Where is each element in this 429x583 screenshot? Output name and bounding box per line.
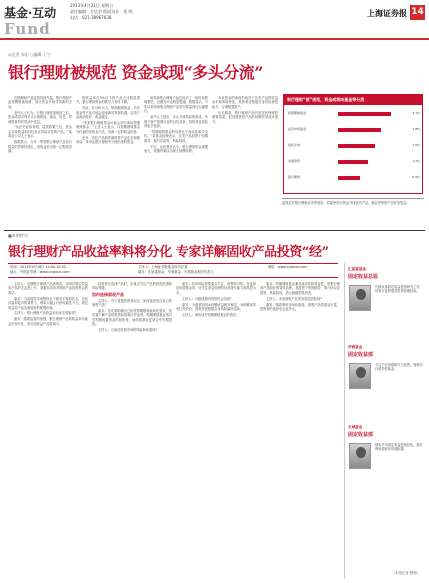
article1-column-4 bbox=[212, 96, 278, 226]
row-label: 券商资管 bbox=[288, 159, 301, 163]
guest-title: 固定收益总监 bbox=[348, 274, 379, 280]
guest-photo bbox=[349, 363, 371, 389]
page-header bbox=[0, 0, 429, 40]
paragraph: 嘉宾：随着监管的加强，银行理财产品的收益率可能会出现分化，部分高收益产品将减少。 bbox=[8, 317, 88, 326]
callout-text: 监管层对银行理财业务的规范，将促使部分资金寻找替代产品，基金等资管产品有望受益。 bbox=[282, 198, 424, 228]
subheading: 如何选择固收产品 bbox=[92, 291, 124, 297]
paragraph: 不过，也有观点认为，银行理财资金规模庞大，短期内难以出现大规模转移。 bbox=[144, 144, 208, 153]
guest-photo bbox=[349, 443, 371, 469]
section-subtitle: Fund bbox=[4, 20, 51, 38]
event-guests: 嘉宾：汇添富基金、华商基金、长城基金相关负责人 bbox=[138, 269, 214, 274]
event-contact: 网址：www.cnstock.com bbox=[268, 265, 308, 269]
row-label: 货币市场基金 bbox=[288, 127, 307, 131]
paragraph: 主持人：当前信用债市场的风险如何看待？ bbox=[98, 328, 159, 333]
row-value: 1.5% bbox=[412, 143, 420, 147]
guest-title: 固定收益部 bbox=[348, 352, 374, 358]
paragraph: 嘉宾：分级债基的A份额收益相对稳定，B份额则具有杠杆效应，投资者需根据自身风险偏好选择。 bbox=[176, 302, 256, 312]
paragraph: 业内人士指出，多头分流格局的形成，有利于资产管理行业的良性竞争，投资者也将获得更多选择。 bbox=[144, 115, 208, 128]
infographic-row bbox=[288, 111, 420, 117]
article2-headline: 银行理财产品收益率料将分化 专家详解固收产品投资“经” bbox=[8, 245, 329, 260]
paragraph: 嘉宾：首先要明确自己的投资期限和流动性需求，其次要了解产品的投资标的和历史业绩。短期理财基金适合有短期闲置资金的投资者，而纯债基金更适合中长期投资。 bbox=[92, 309, 172, 327]
article1-kicker: ◎记者 周宏 ○编辑 丁宁 bbox=[8, 52, 51, 57]
paragraph: 主持人：请谈谈对短期理财基金的看法。 bbox=[182, 312, 240, 317]
row-label: 银行理财 bbox=[288, 175, 301, 179]
guest-photo bbox=[349, 285, 371, 311]
section-divider bbox=[4, 230, 425, 231]
paragraph: 而券商集合理财产品在经历了一段时间的调整后，近期发行也明显提速。数据显示，今年以来券商集合理财产品发行数量同比大幅增长。 bbox=[144, 96, 208, 114]
row-value: 1.2% bbox=[412, 159, 420, 163]
row-value: 0.9% bbox=[412, 175, 420, 179]
event-info-bar bbox=[8, 263, 338, 278]
paragraph: 主持人：近期银行理财产品被规范，市场对固定收益类产品的关注度上升。请嘉宾谈谈对固收产品投资机会的看法。 bbox=[8, 282, 88, 295]
issue-phone: 电话：021-38967638 bbox=[70, 15, 112, 20]
paragraph: 近期理财产品监管持续升温，银行理财产品规模增速放缓，部分资金开始寻找新的去处。 bbox=[8, 96, 72, 109]
paragraph: 此外，信托产品和券商资管产品也在积极布局，争夺从银行理财中分流出来的资金。 bbox=[76, 135, 140, 145]
issue-editors: 责任编辑：方信会 版面设计：张 明 bbox=[70, 9, 133, 14]
paragraph: 主持人：银行理财产品收益率未来走势如何？ bbox=[14, 311, 78, 316]
infographic-row bbox=[288, 175, 420, 181]
paragraph: 主持人：分级债基的投资机会如何？ bbox=[182, 296, 233, 301]
guest-bio: 拥有多年固定收益投资经验，擅长利率债和信用债配置。 bbox=[375, 443, 423, 452]
paragraph: 主持人：未来固收产品的发展趋势如何？ bbox=[266, 296, 324, 301]
paragraph: 业内人士认为，在银行理财被规范之后，资金或将出现多头分流格局，基金、信托、券商资管均有望从中受益。 bbox=[8, 110, 72, 124]
issue-date: 2013年4月21日 星期日 bbox=[70, 3, 114, 8]
article2-column-2 bbox=[92, 282, 172, 579]
infographic-row bbox=[288, 127, 420, 133]
article1-column-2 bbox=[76, 96, 140, 226]
paragraph: 嘉宾：信用风险需要重点关注，但整体可控。在选择信用债基金时，应关注基金经理的信用研究能力和风控水平。 bbox=[176, 282, 256, 295]
paragraph: 嘉宾：当前债券市场整体处于相对平稳的状态，在经济温和复苏的背景下，利率大幅上行的可能性不大，固定收益类产品具备较好的配置价值。 bbox=[8, 296, 88, 310]
event-site: 地点：中国证券网（www.cnstock.com） bbox=[10, 269, 73, 274]
row-value: 1.8% bbox=[412, 127, 420, 131]
newspaper-brand: 上海证券报 bbox=[367, 8, 407, 18]
row-bar bbox=[338, 144, 375, 148]
article1-headline: 银行理财被规范 资金或现“多头分流” bbox=[8, 63, 263, 82]
event-people bbox=[138, 265, 258, 274]
guest-block bbox=[348, 267, 426, 280]
paragraph: 数据显示，今年一季度银行理财产品发行数量仍然保持高位，但收益率出现一定程度回落。 bbox=[8, 140, 72, 153]
article2-column-1 bbox=[8, 282, 88, 579]
row-label: 信托计划 bbox=[288, 143, 301, 147]
row-bar bbox=[338, 176, 360, 180]
section-title: 基金·互动 bbox=[4, 6, 57, 20]
infographic-row bbox=[288, 143, 420, 149]
row-value: 2.1% bbox=[412, 111, 420, 115]
paragraph: 主持人：对于普通投资者而言，如何选择适合自己的固收产品？ bbox=[92, 298, 172, 308]
guest-company: 长城基金 bbox=[348, 425, 363, 429]
article2-kicker: ■本期特刊 bbox=[8, 233, 28, 238]
row-bar bbox=[338, 160, 368, 164]
infographic-box bbox=[283, 94, 423, 194]
event-time: 时间：2013年4月18日 14:00-15:30 bbox=[10, 265, 66, 269]
infographic-row bbox=[288, 159, 420, 165]
paragraph: 从长期看，银行理财产品仍是居民理财的重要渠道，但其他资管产品的份额有望逐步提升。 bbox=[212, 110, 278, 124]
page-number: 14 bbox=[410, 5, 425, 20]
paragraph: 未来资金的流向仍取决于各类产品的收益水平和风险特征，投资者应根据自身风险承受能力，合理配置资产。 bbox=[212, 96, 278, 109]
guest-block bbox=[348, 345, 426, 358]
event-time-site bbox=[10, 265, 100, 274]
guest-block bbox=[348, 425, 426, 438]
paragraph: 嘉宾：短期理财基金兼具流动性和收益性，是银行理财产品较好的替代品种。其投资于短期债券、银行协议存款等，风险较低，适合稳健型投资者。 bbox=[260, 282, 340, 295]
guest-company: 汇添富基金 bbox=[348, 267, 366, 271]
row-bar bbox=[338, 128, 381, 132]
guest-bio: 专注于信用债研究与投资，管理多只债券型基金。 bbox=[375, 363, 423, 372]
paragraph: 投资者在选择产品时，应重点关注产品的投资范围和风险等级。 bbox=[92, 282, 172, 291]
article1-column-3 bbox=[144, 96, 208, 226]
article2-column-3 bbox=[176, 282, 256, 579]
row-bar bbox=[338, 112, 391, 116]
guest-title: 固定收益部 bbox=[348, 432, 374, 438]
signature: （本报记者 整理） bbox=[391, 571, 420, 575]
paragraph: 的收益率在3%以下的产品占比明显提升，银行理财资金的吸引力有所下降。 bbox=[76, 96, 140, 105]
infographic-title: 银行理财“被”规范，资金或将向基金等分流 bbox=[284, 95, 422, 105]
article2-column-4 bbox=[260, 282, 340, 579]
row-label: 短期理财基金 bbox=[288, 111, 307, 115]
issue-info bbox=[70, 3, 270, 21]
guest-company: 华商基金 bbox=[348, 345, 363, 349]
article1-column-1 bbox=[8, 96, 72, 226]
guest-bio: 长期从事固定收益投资研究工作，具有丰富的债券投资管理经验。 bbox=[375, 285, 423, 294]
event-host: 主持人：上海证券报基金周刊记者 bbox=[138, 265, 188, 269]
paragraph: “未来银行理财资金可能会部分流向短期理财基金。”上述人士表示，以短期理财基金为代表的类现金产品，具备一定的收益优势。 bbox=[76, 121, 140, 134]
paragraph: 嘉宾：随着利率市场化推进，固收产品将更加丰富，投资者的选择也会更多元。 bbox=[260, 302, 340, 312]
guest-sidebar bbox=[344, 263, 426, 579]
paragraph: “从历史经验来看，监管收紧之后，资金会寻找收益相对较高且风险可控的产品。”某基金公司人士表示。 bbox=[8, 125, 72, 139]
paragraph: 对此，有分析认为，短期理财基金、货币基金等产品可能会迎来新的发展机遇，这类产品流动性好、收益稳定。 bbox=[76, 106, 140, 120]
paragraph: “短期理财基金的优势在于流动性和安全性。”某基金经理表示，这类产品投资于短期债券、银行存款等，风险较低。 bbox=[144, 129, 208, 143]
